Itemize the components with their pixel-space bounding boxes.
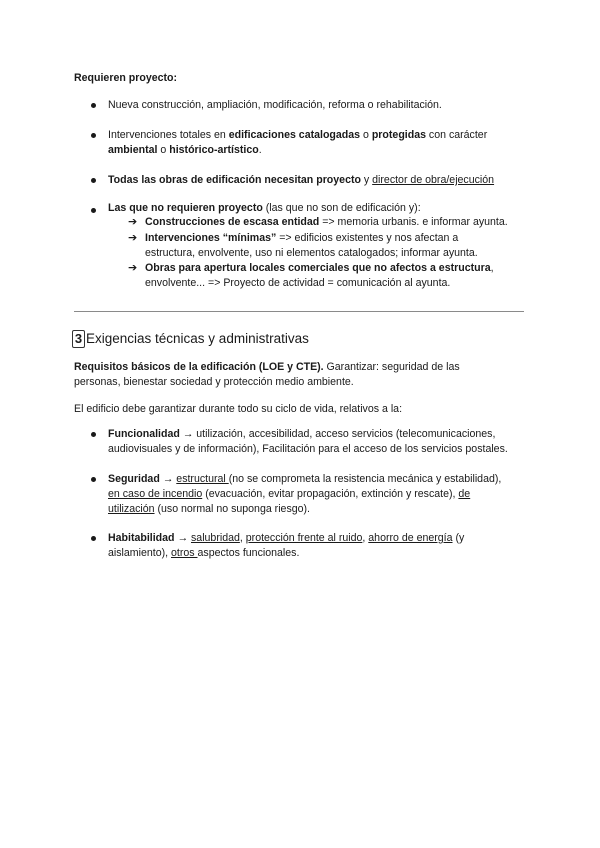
section-number-badge: 3 (72, 330, 85, 348)
bullet-icon (91, 432, 96, 437)
section-divider (74, 311, 524, 312)
item-bold: histórico-artístico (169, 144, 259, 156)
item-text: , (490, 262, 494, 274)
list-item-no-requieren (108, 201, 421, 216)
item-text: aislamiento), (108, 547, 171, 559)
list-item-todas-las-obras (108, 173, 494, 188)
list-item-seguridad (108, 472, 538, 517)
sub-item-intervenciones-minimas (145, 231, 535, 261)
bullet-icon (91, 208, 96, 213)
item-text: Garantizar: seguridad de las (323, 361, 460, 373)
bullet-icon (91, 133, 96, 138)
item-text: personas, bienestar sociedad y protección medio ambiente. (74, 376, 354, 388)
item-bold: ambiental (108, 144, 158, 156)
item-text: (y (452, 532, 465, 544)
item-text: y (360, 174, 373, 186)
item-text: → (174, 532, 191, 544)
item-underlined: ahorro de energía (368, 532, 453, 544)
item-bold: Intervenciones “mínimas” (145, 232, 277, 244)
item-bold: protegidas (371, 129, 426, 141)
paragraph-requisitos-basicos (74, 360, 534, 390)
item-bold: Obras para apertura locales comerciales que no afectos a estructura (145, 262, 491, 274)
item-text: con carácter (425, 129, 488, 141)
item-text: => memoria urbanis. e informar ayunta. (319, 216, 508, 228)
item-text: El edificio debe garantizar durante todo su ciclo de vida, relativos a la: (74, 403, 403, 415)
list-item-intervenciones-totales (108, 128, 528, 158)
heading-text: Requieren proyecto: (74, 72, 178, 84)
item-text: Intervenciones totales en (108, 129, 229, 141)
item-text: audiovisuales y de información), Facilitación para el acceso de los servicios postales. (108, 443, 508, 455)
bullet-icon (91, 477, 96, 482)
item-bold: Funcionalidad (108, 428, 180, 440)
item-text: estructura, envolvente, uso ni elementos catalogados; informar ayunta. (145, 247, 478, 259)
item-text: envolvente... => Proyecto de actividad = comunicación al ayunta. (145, 277, 451, 289)
sub-item-apertura-locales (145, 261, 535, 291)
item-underlined: utilización (108, 503, 155, 515)
arrow-right-icon: ➔ (128, 262, 138, 274)
item-text: → utilización, accesibilidad, acceso servicios (telecomunicaciones, (179, 428, 496, 440)
item-text: Nueva construcción, ampliación, modificación, reforma o rehabilitación. (108, 99, 442, 111)
paragraph-intro (74, 402, 402, 417)
sub-item-escasa-entidad (145, 215, 508, 230)
item-underlined: de (458, 488, 471, 500)
item-bold: Habitabilidad (108, 532, 175, 544)
bullet-icon (91, 103, 96, 108)
list-item-nueva-construccion (108, 98, 442, 113)
item-bold: Las que no requieren proyecto (108, 202, 263, 214)
arrow-right-icon: ➔ (128, 216, 138, 228)
item-underlined: salubridad (191, 532, 240, 544)
item-bold: Seguridad (108, 473, 160, 485)
list-item-habitabilidad (108, 531, 538, 561)
item-underlined: protección frente al ruido (245, 532, 363, 544)
item-text: o (157, 144, 170, 156)
item-text: (no se comprometa la resistencia mecánica y estabilidad), (228, 473, 502, 485)
item-bold: edificaciones catalogadas (228, 129, 361, 141)
item-text: , (362, 532, 369, 544)
item-bold: Requisitos básicos de la edificación (LOE y CTE). (74, 361, 324, 373)
item-underlined: otros (171, 547, 198, 559)
item-text: o (360, 129, 372, 141)
item-bold: Todas las obras de edificación necesitan proyecto (108, 174, 361, 186)
item-bold: Construcciones de escasa entidad (145, 216, 320, 228)
item-text: , (239, 532, 246, 544)
list-item-funcionalidad (108, 427, 538, 457)
item-underlined: en caso de incendio (108, 488, 203, 500)
item-text: → (159, 473, 177, 485)
item-underlined: estructural (176, 473, 229, 485)
item-text: . (258, 144, 262, 156)
section-heading-requieren-proyecto (74, 71, 177, 86)
bullet-icon (91, 178, 96, 183)
bullet-icon (91, 536, 96, 541)
item-underlined: director de obra/ejecución (372, 174, 495, 186)
item-text: aspectos funcionales. (197, 547, 300, 559)
item-text: (evacuación, evitar propagación, extinción y rescate), (202, 488, 459, 500)
item-text: => edificios existentes y nos afectan a (276, 232, 459, 244)
item-text: (uso normal no suponga riesgo). (154, 503, 310, 515)
arrow-right-icon: ➔ (128, 232, 138, 244)
section-title: Exigencias técnicas y administrativas (86, 331, 309, 346)
item-text: (las que no son de edificación y): (262, 202, 421, 214)
